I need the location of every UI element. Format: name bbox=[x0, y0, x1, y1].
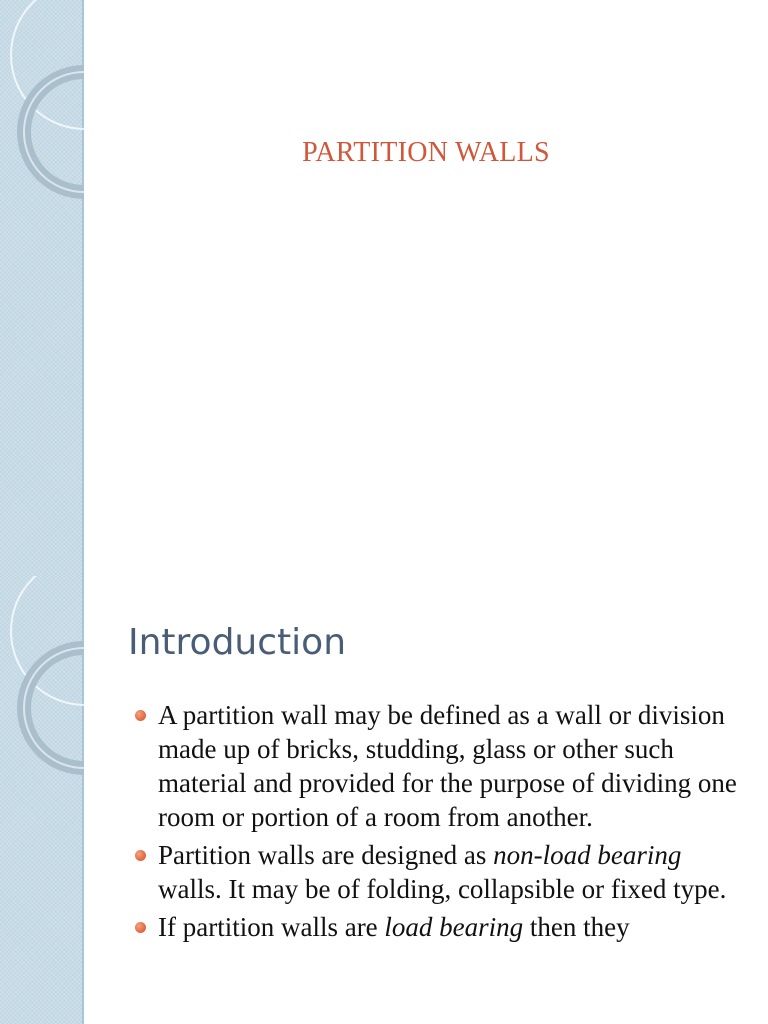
bullet-icon bbox=[135, 922, 146, 933]
slide-heading: Introduction bbox=[128, 622, 347, 663]
introduction-slide bbox=[0, 576, 768, 1024]
bullet-icon bbox=[135, 850, 146, 861]
bullet-text: Partition walls are designed as bbox=[158, 840, 494, 870]
ring-ornament-icon bbox=[0, 0, 84, 200]
bullet-list bbox=[158, 698, 750, 948]
bullet-text: A partition wall may be defined as a wall or division made up of bricks, studding, glass or other such material and provided for the purpose of dividing one room or portion of a room from another. bbox=[158, 700, 737, 832]
bullet-item bbox=[158, 910, 750, 944]
bullet-item bbox=[158, 698, 750, 834]
bullet-text: then they bbox=[523, 912, 630, 942]
bullet-text: If partition walls are bbox=[158, 912, 385, 942]
ring-ornament-icon bbox=[0, 576, 84, 776]
bullet-icon bbox=[135, 710, 146, 721]
emphasis-text: load bearing bbox=[384, 912, 524, 942]
bullet-item bbox=[158, 838, 750, 906]
bullet-text: walls. It may be of folding, collapsible or fixed type. bbox=[158, 874, 727, 904]
emphasis-text: non-load bearing bbox=[493, 840, 682, 870]
slide-title: PARTITION WALLS bbox=[302, 137, 550, 168]
